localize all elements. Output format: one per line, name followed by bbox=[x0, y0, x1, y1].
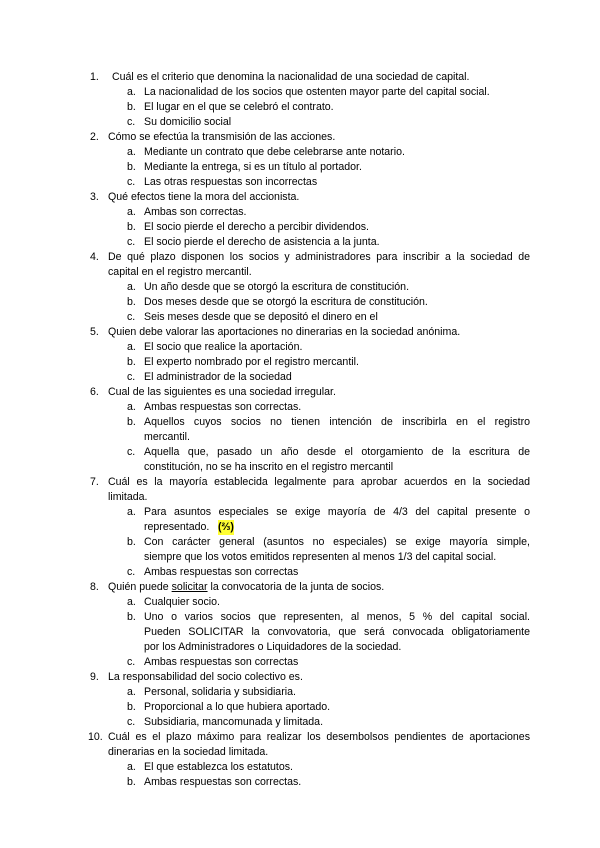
question-text-part: Quién puede bbox=[108, 581, 172, 593]
option-text: El socio pierde el derecho de asistencia a la junta. bbox=[144, 236, 380, 248]
option-text: Seis meses desde que se depositó el dinero en el bbox=[144, 311, 378, 323]
option-text-correct-line2: Pueden SOLICITAR la convovatoria, que será convocada obligatoriamente bbox=[144, 626, 530, 638]
question-text: Cual de las siguientes es una sociedad irregular. bbox=[108, 386, 336, 398]
option-letter: c. bbox=[127, 311, 136, 323]
option-letter: a. bbox=[127, 206, 136, 218]
option-letter: b. bbox=[127, 611, 136, 623]
option-text-correct-line1: Con carácter general (asuntos no especiales) se exige mayoría simple, bbox=[144, 536, 530, 548]
option-text: El socio que realice la aportación. bbox=[144, 341, 303, 353]
question-number: 6. bbox=[90, 386, 99, 398]
option-text-correct: El experto nombrado por el registro mercantil. bbox=[144, 356, 359, 368]
option-letter: a. bbox=[127, 596, 136, 608]
option-text-line1: Para asuntos especiales se exige mayoría de 4/3 del capital presente o bbox=[144, 506, 530, 518]
option-letter: c. bbox=[127, 716, 136, 728]
option-text-correct: Personal, solidaria y subsidiaria. bbox=[144, 686, 296, 698]
question-number: 1. bbox=[90, 71, 99, 83]
option-letter: b. bbox=[127, 221, 136, 233]
question-text: Cómo se efectúa la transmisión de las acciones. bbox=[108, 131, 336, 143]
option-letter: b. bbox=[127, 356, 136, 368]
option-text: Cualquier socio. bbox=[144, 596, 220, 608]
option-text: La nacionalidad de los socios que ostenten mayor parte del capital social. bbox=[144, 86, 490, 98]
question-number: 7. bbox=[90, 476, 99, 488]
option-text: Las otras respuestas son incorrectas bbox=[144, 176, 318, 188]
option-text-correct: Su domicilio social bbox=[144, 116, 232, 128]
question-number: 5. bbox=[90, 326, 99, 338]
option-letter: b. bbox=[127, 776, 136, 788]
option-letter: b. bbox=[127, 296, 136, 308]
question-text-line2: limitada. bbox=[108, 491, 148, 503]
question-text: Qué efectos tiene la mora del accionista. bbox=[108, 191, 300, 203]
option-letter: b. bbox=[127, 536, 136, 548]
option-letter: a. bbox=[127, 401, 136, 413]
option-text: Ambas respuestas son correctas bbox=[144, 566, 299, 578]
option-letter: a. bbox=[127, 761, 136, 773]
option-text: Un año desde que se otorgó la escritura de constitución. bbox=[144, 281, 410, 293]
option-letter: c. bbox=[127, 371, 136, 383]
option-letter: c. bbox=[127, 236, 136, 248]
option-letter: b. bbox=[127, 416, 136, 428]
option-text: Subsidiaria, mancomunada y limitada. bbox=[144, 716, 324, 728]
option-text-line2: constitución, no se ha inscrito en el registro mercantil bbox=[144, 461, 394, 473]
question-text-underlined: solicitar bbox=[171, 581, 208, 593]
question-text-line2: capital en el registro mercantil. bbox=[108, 266, 252, 278]
question-text: Cuál es el criterio que denomina la nacionalidad de una sociedad de capital. bbox=[112, 71, 470, 83]
option-text-correct: Dos meses desde que se otorgó la escritura de constitución. bbox=[144, 296, 428, 308]
question-text-line1: Cuál es el plazo máximo para realizar los desembolsos pendientes de aportaciones bbox=[108, 731, 530, 743]
option-letter: c. bbox=[127, 566, 136, 578]
option-letter: a. bbox=[127, 686, 136, 698]
option-text-correct-line3: por los Administradores o Liquidadores de la sociedad. bbox=[144, 641, 402, 653]
option-letter: c. bbox=[127, 116, 136, 128]
option-letter: a. bbox=[127, 506, 136, 518]
option-letter: c. bbox=[127, 176, 136, 188]
option-text: Proporcional a lo que hubiera aportado. bbox=[144, 701, 331, 713]
option-text-correct: Mediante la entrega, si es un título al portador. bbox=[144, 161, 362, 173]
question-number: 3. bbox=[90, 191, 99, 203]
question-number: 2. bbox=[90, 131, 99, 143]
option-text: Ambas respuestas son correctas bbox=[144, 656, 299, 668]
option-text: El lugar en el que se celebró el contrato. bbox=[144, 101, 334, 113]
question-number: 4. bbox=[90, 251, 99, 263]
question-number: 8. bbox=[90, 581, 99, 593]
option-letter: a. bbox=[127, 341, 136, 353]
question-number: 9. bbox=[90, 671, 99, 683]
option-text: El que establezca los estatutos. bbox=[144, 761, 293, 773]
option-text: El socio pierde el derecho a percibir dividendos. bbox=[144, 221, 369, 233]
question-text: Quien debe valorar las aportaciones no dinerarias en la sociedad anónima. bbox=[108, 326, 461, 338]
question-text: La responsabilidad del socio colectivo es. bbox=[108, 671, 303, 683]
option-text-correct-line1: Uno o varios socios que representen, al menos, 5 % del capital social. bbox=[144, 611, 530, 623]
option-letter: c. bbox=[127, 446, 136, 458]
question-number: 10. bbox=[88, 731, 103, 743]
option-text-correct: Ambas son correctas. bbox=[144, 206, 247, 218]
question-text-line2: dinerarias en la sociedad limitada. bbox=[108, 746, 269, 758]
option-letter: b. bbox=[127, 161, 136, 173]
option-letter: a. bbox=[127, 146, 136, 158]
option-text-line1: Aquella que, pasado un año desde el otorgamiento de la escritura de bbox=[144, 446, 530, 458]
option-letter: a. bbox=[127, 281, 136, 293]
option-letter: a. bbox=[127, 86, 136, 98]
option-text: Mediante un contrato que debe celebrarse ante notario. bbox=[144, 146, 405, 158]
option-letter: b. bbox=[127, 701, 136, 713]
option-text-correct-line2: siempre que los votos emitidos representen al menos 1/3 del capital social. bbox=[144, 551, 497, 563]
option-text-line2: representado. bbox=[144, 521, 210, 533]
note-mark: (⅔) bbox=[218, 521, 234, 533]
option-letter: c. bbox=[127, 656, 136, 668]
option-text: El administrador de la sociedad bbox=[144, 371, 292, 383]
option-text-line2: mercantil. bbox=[144, 431, 190, 443]
question-text bbox=[108, 580, 384, 595]
option-text-correct: Ambas respuestas son correctas. bbox=[144, 776, 302, 788]
question-text-line1: De qué plazo disponen los socios y administradores para inscribir a la sociedad de bbox=[108, 251, 530, 263]
option-text-line1: Aquellos cuyos socios no tienen intención de inscribirla en el registro bbox=[144, 416, 530, 428]
question-text-line1: Cuál es la mayoría establecida legalmente para aprobar acuerdos en la sociedad bbox=[108, 476, 530, 488]
question-text-part: la convocatoria de la junta de socios. bbox=[207, 581, 385, 593]
option-letter: b. bbox=[127, 101, 136, 113]
option-text-correct: Ambas respuestas son correctas. bbox=[144, 401, 302, 413]
